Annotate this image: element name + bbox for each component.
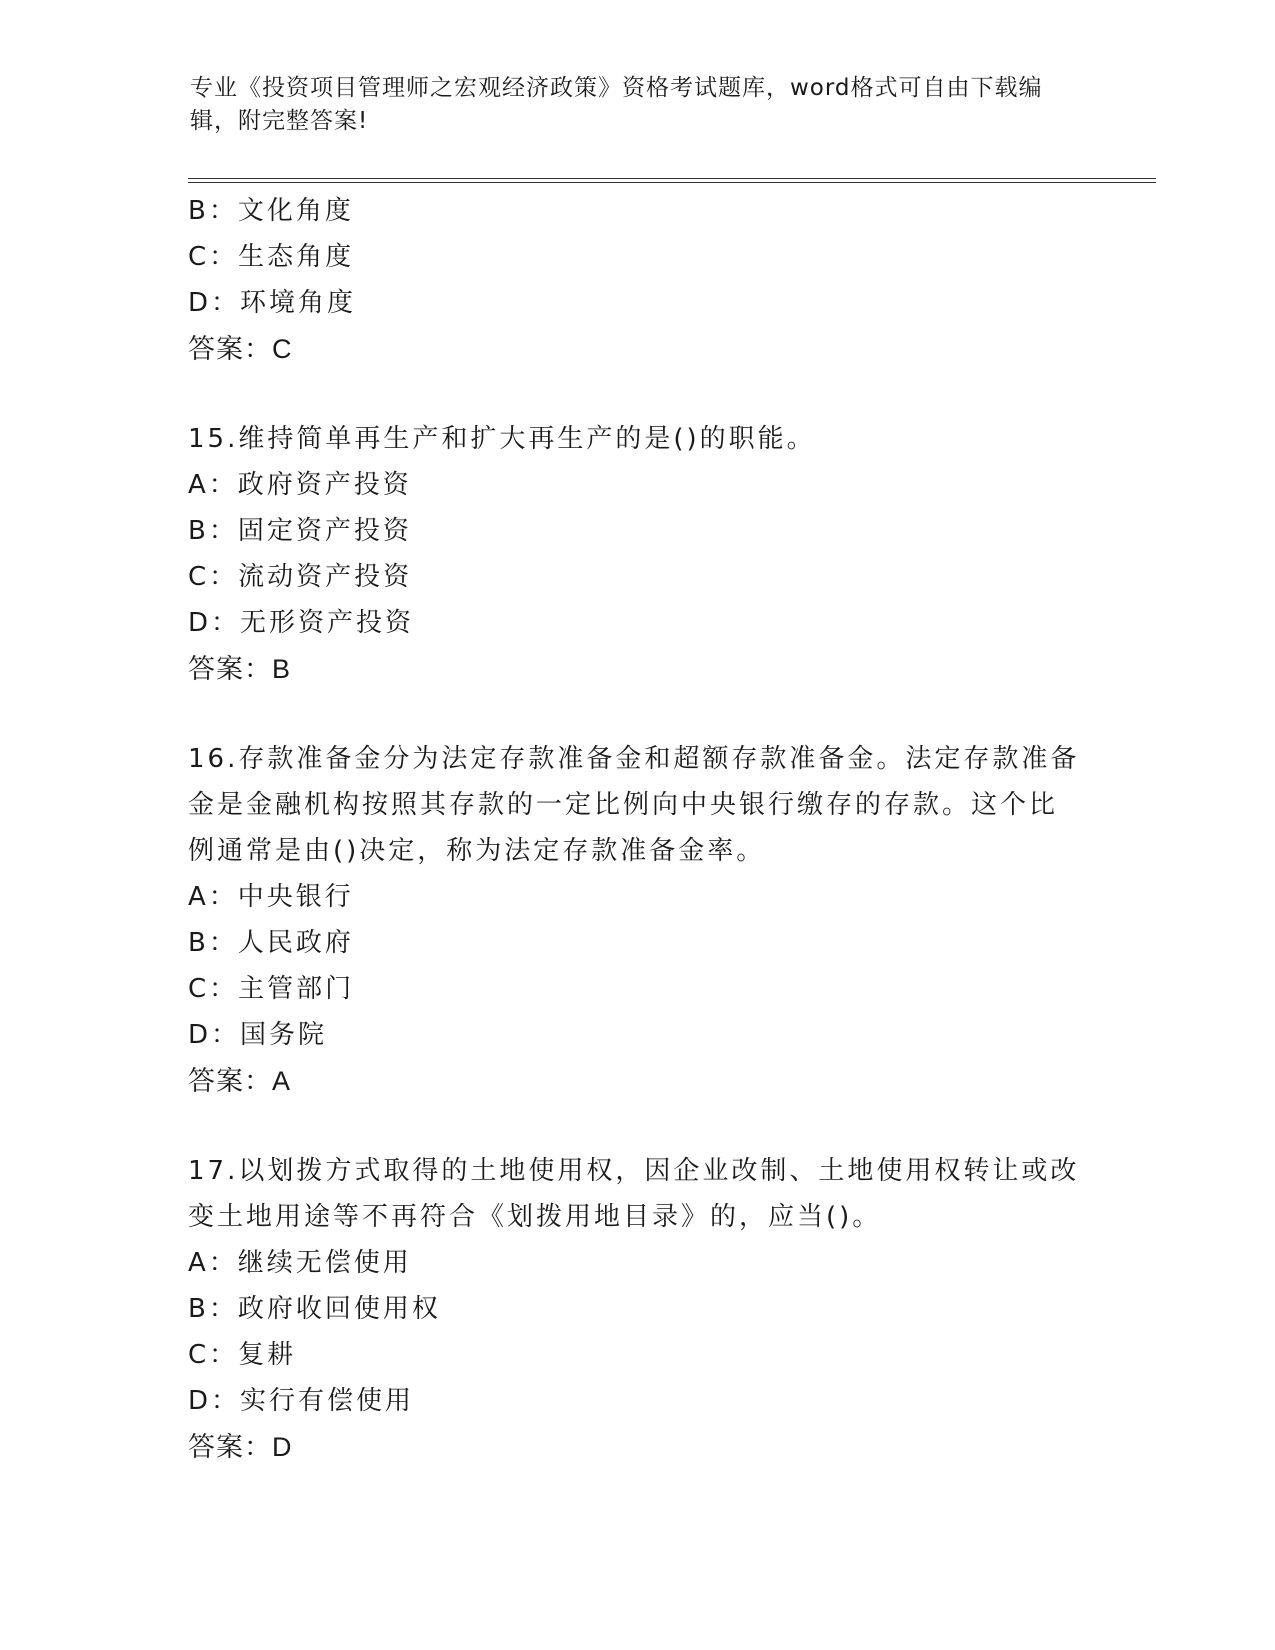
question-15 (188, 416, 1088, 692)
option-c: C：流动资产投资 (188, 562, 413, 592)
answer-line: 答案：C (188, 334, 293, 364)
question-text-line: 例通常是由()决定，称为法定存款准备金率。 (188, 836, 766, 866)
option-a: A：中央银行 (188, 882, 354, 912)
answer-line: 答案：A (188, 1066, 292, 1096)
option-d: D：环境角度 (188, 288, 357, 318)
question-text-line: 金是金融机构按照其存款的一定比例向中央银行缴存的存款。这个比 (188, 790, 1059, 820)
question-text-line: 变土地用途等不再符合《划拨用地目录》的，应当()。 (188, 1202, 882, 1232)
question-text-line: 15.维持简单再生产和扩大再生产的是()的职能。 (188, 424, 816, 454)
document-header (190, 72, 1090, 138)
header-title-line-1: 专业《投资项目管理师之宏观经济政策》资格考试题库，word格式可自由下载编 (190, 75, 1043, 101)
option-b: B：文化角度 (188, 196, 354, 226)
option-d: D：无形资产投资 (188, 608, 415, 638)
question-17 (188, 1148, 1088, 1470)
option-b: B：政府收回使用权 (188, 1294, 441, 1324)
answer-line: 答案：B (188, 654, 292, 684)
answer-line: 答案：D (188, 1432, 293, 1462)
option-a: A：政府资产投资 (188, 470, 412, 500)
question-16 (188, 736, 1088, 1104)
header-divider (188, 178, 1156, 183)
question-text-line: 16.存款准备金分为法定存款准备金和超额存款准备金。法定存款准备 (188, 744, 1080, 774)
option-b: B：人民政府 (188, 928, 354, 958)
option-a: A：继续无偿使用 (188, 1248, 412, 1278)
continued-question (188, 188, 1088, 372)
option-d: D：国务院 (188, 1020, 328, 1050)
header-title-line-2: 辑，附完整答案! (190, 108, 369, 134)
option-c: C：生态角度 (188, 242, 355, 272)
spacer (188, 692, 1088, 736)
option-d: D：实行有偿使用 (188, 1386, 415, 1416)
option-c: C：主管部门 (188, 974, 355, 1004)
spacer (188, 372, 1088, 416)
spacer (188, 1104, 1088, 1148)
question-text-line: 17.以划拨方式取得的土地使用权，因企业改制、土地使用权转让或改 (188, 1156, 1080, 1186)
question-content (188, 188, 1088, 1470)
option-c: C：复耕 (188, 1340, 297, 1370)
option-b: B：固定资产投资 (188, 516, 412, 546)
